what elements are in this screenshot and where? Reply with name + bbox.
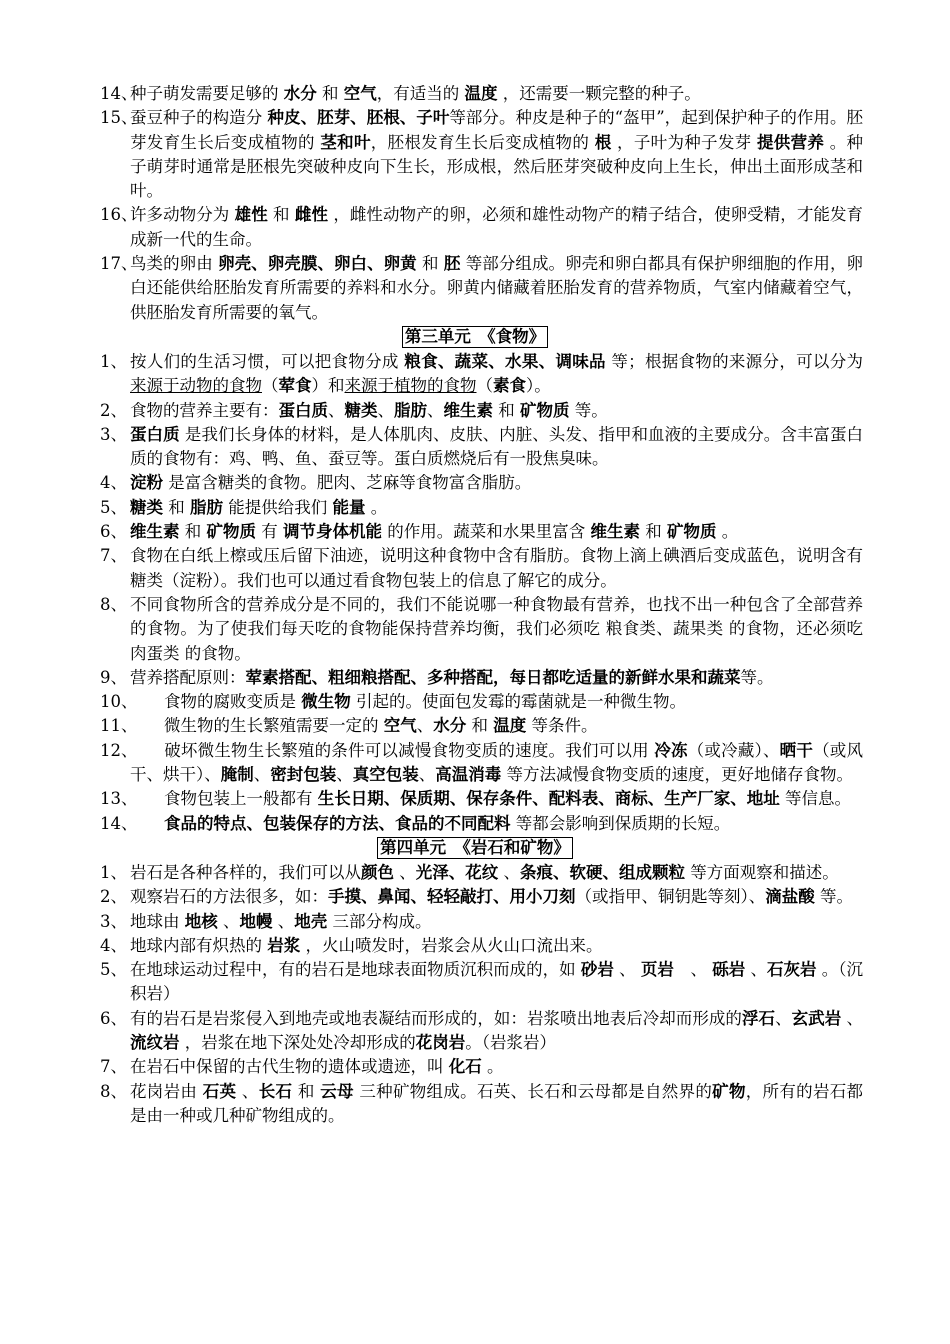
item-text: 不同食物所含的营养成分是不同的，我们不能说哪一种食物最有营养，也找不出一种包含了全部营养的食物。为了使我们每天吃的食物能保持营养均衡，我们必须吃 粮食类、蔬果类 的食物，还必须吃 肉蛋类 的食物。 xyxy=(130,594,863,663)
item-text: 等。 xyxy=(569,400,608,420)
list-item xyxy=(100,861,863,885)
underlined-text: 来源于植物的食物 xyxy=(344,376,477,396)
list-item xyxy=(100,399,863,423)
bold-term: 石灰岩 xyxy=(766,960,817,980)
bold-term: 糖类 xyxy=(344,400,378,420)
bold-term: 生长日期、保质期、保存条件、配料表、商标、生产厂家、地址 xyxy=(317,789,780,809)
item-text: ，所有的岩石都是由一种或几种矿物组成的。 xyxy=(130,1081,864,1125)
item-number: 5、 xyxy=(100,960,127,980)
bold-term: 粮食、蔬菜、水果、调味品 xyxy=(404,351,606,371)
item-number: 1、 xyxy=(100,351,127,371)
item-text: 鸟类的卵由 xyxy=(130,254,219,274)
list-item xyxy=(100,252,864,325)
bold-term: 空气 xyxy=(383,716,417,736)
bold-term: 糖类 xyxy=(130,497,163,517)
bold-term: 岩浆 xyxy=(267,935,301,955)
item-text: 三种矿物组成。石英、长石和云母都是自然界的 xyxy=(353,1081,713,1101)
item-text: 花岗岩由 xyxy=(130,1081,203,1101)
bold-term: 能量 xyxy=(332,497,366,517)
item-text: 是富含糖类的食物。肥肉、芝麻等食物富含脂肪。 xyxy=(163,473,532,493)
item-text: 有的岩石是岩浆侵入到地壳或地表凝结而形成的，如：岩浆喷出地表后冷却而形成的 xyxy=(130,1008,742,1028)
item-text: （或冷藏）、 xyxy=(687,740,780,760)
bold-term: 食品的特点、包装保存的方法、食品的不同配料 xyxy=(164,813,511,833)
list-item xyxy=(100,1080,864,1129)
bold-term: 玄武岩 xyxy=(791,1008,842,1028)
list-item xyxy=(100,496,863,520)
item-text: ，还需要一颗完整的种子。 xyxy=(497,84,701,103)
item-text: 观察岩石的方法很多，如： xyxy=(130,887,328,907)
item-number: 3、 xyxy=(100,424,127,444)
list-item xyxy=(100,106,864,203)
item-text: 和 xyxy=(640,522,667,542)
bold-term: 长石 xyxy=(258,1081,293,1101)
bold-term: 蛋白质 xyxy=(130,424,180,444)
list-item xyxy=(100,520,863,544)
list-item xyxy=(100,714,863,738)
bold-term: 条痕、软硬、组成颗粒 xyxy=(520,862,685,882)
bold-term: 脂肪 xyxy=(190,497,223,517)
item-text: 和 xyxy=(163,497,190,517)
item-text: 岩石是各种各样的，我们可以从 xyxy=(130,862,361,882)
item-number: 2、 xyxy=(100,400,127,420)
bold-term: 页岩 xyxy=(640,960,674,980)
item-text: 、 xyxy=(613,960,641,980)
bold-term: 矿物质 xyxy=(206,522,256,542)
document-page xyxy=(0,82,950,1128)
bold-term: 砾岩 xyxy=(712,960,746,980)
item-text: 等方法减慢食物变质的速度，更好地储存食物。 xyxy=(501,765,853,785)
bold-term: 晒干 xyxy=(779,740,814,760)
bold-term: 化石 xyxy=(448,1057,482,1077)
item-text: 等部分组成。卵壳和卵白都具有保护卵细胞的作用，卵白还能供给胚胎发育所需要的养料和水分。卵黄内储藏着胚胎发育的营养物质，气室内储藏着空气，供胚胎发育所需要的氧气。 xyxy=(130,254,864,322)
item-text: 的作用。蔬菜和水果里富含 xyxy=(382,522,591,542)
item-text: ）和 xyxy=(311,376,345,396)
list-item xyxy=(100,350,864,399)
list-item xyxy=(100,690,863,714)
bold-term: 卵壳、卵壳膜、卵白、卵黄 xyxy=(218,254,417,274)
list-item xyxy=(100,934,863,958)
item-text: 和 xyxy=(292,1081,321,1101)
bold-term: 茎和叶 xyxy=(320,132,371,152)
item-text: 、 xyxy=(236,1081,259,1101)
item-number: 12、 xyxy=(100,740,138,760)
item-text: 、 xyxy=(841,1008,864,1028)
item-text: 和 xyxy=(466,716,494,736)
list-item xyxy=(100,812,863,836)
list-item xyxy=(100,958,864,1007)
list-item xyxy=(100,544,863,593)
item-text: 蚕豆种子的构造分 xyxy=(130,108,268,128)
bold-term: 密封包装 xyxy=(270,765,337,785)
item-text: 在岩石中保留的古代生物的遗体或遗迹，叫 xyxy=(130,1057,449,1077)
bold-term: 维生素 xyxy=(130,522,180,542)
item-text: 引起的。使面包发霉的霉菌就是一种微生物。 xyxy=(350,692,686,712)
item-text: 许多动物分为 xyxy=(130,205,235,225)
bold-term: 雄性 xyxy=(234,205,268,225)
bold-term: 真空包装 xyxy=(352,765,419,785)
bold-term: 高温消毒 xyxy=(435,765,502,785)
bold-term: 水分 xyxy=(283,84,317,103)
bold-term: 提供营养 xyxy=(756,132,825,152)
item-number: 4、 xyxy=(100,473,127,493)
unit3-list xyxy=(0,350,950,836)
item-text: ，火山喷发时，岩浆会从火山口流出来。 xyxy=(300,935,603,955)
item-text: 地球由 xyxy=(130,911,185,931)
item-text: （ xyxy=(262,376,279,396)
item-number: 15、 xyxy=(100,108,138,128)
item-number: 6、 xyxy=(100,1008,127,1028)
item-number: 17、 xyxy=(100,254,138,274)
item-text: ，胚根发育生长后变成植物的 xyxy=(370,132,595,152)
item-text: ）。 xyxy=(526,376,551,396)
item-number: 7、 xyxy=(100,1057,127,1077)
item-text: 等条件。 xyxy=(526,716,598,736)
item-text: 等都会影响到保质期的长短。 xyxy=(510,813,731,833)
item-text: 、 xyxy=(253,765,271,785)
item-text: 微生物的生长繁殖需要一定的 xyxy=(164,716,384,736)
list-item xyxy=(100,471,863,495)
item-text: 食物在白纸上檫或压后留下油迹，说明这种食物中含有脂肪。食物上滴上碘酒后变成蓝色，说明含有糖类（淀粉）。我们也可以通过看食物包装上的信息了解它的成分。 xyxy=(130,546,863,590)
bold-term: 矿物质 xyxy=(667,522,717,542)
list-item xyxy=(100,1007,864,1056)
item-number: 10、 xyxy=(100,692,138,712)
item-number: 8、 xyxy=(100,1081,127,1101)
item-text: ，有适当的 xyxy=(376,84,465,103)
list-item xyxy=(100,885,863,909)
item-text: 食物的营养主要有： xyxy=(130,400,279,420)
bold-term: 种皮、胚芽、胚根、子叶 xyxy=(267,108,450,128)
item-text: 按人们的生活习惯，可以把食物分成 xyxy=(130,351,405,371)
list-item xyxy=(100,787,863,811)
bold-term: 脂肪 xyxy=(394,400,427,420)
bold-term: 颜色 xyxy=(361,862,394,882)
unit4-title: 第四单元 《岩石和矿物》 xyxy=(377,837,573,859)
unit3-heading xyxy=(0,325,950,350)
item-text: ，子叶为种子发芽 xyxy=(611,132,757,152)
item-text: 。（岩浆岩） xyxy=(465,1032,556,1052)
item-text: ，雌性动物产的卵，必须和雄性动物产的精子结合，使卵受精，才能发育成新一代的生命。 xyxy=(130,205,863,249)
list-item xyxy=(100,666,863,690)
item-text: 破坏微生物生长繁殖的条件可以减慢食物变质的速度。我们可以用 xyxy=(164,740,655,760)
item-number: 1、 xyxy=(100,862,127,882)
bold-term: 胚 xyxy=(443,254,461,274)
bold-term: 地核 xyxy=(184,911,218,931)
bold-term: 花岗岩 xyxy=(415,1032,466,1052)
bold-term: 调节身体机能 xyxy=(283,522,382,542)
bold-term: 素食 xyxy=(493,376,526,396)
bold-term: 维生素 xyxy=(590,522,640,542)
bold-term: 水分 xyxy=(433,716,467,736)
item-text: 营养搭配原则： xyxy=(130,667,246,687)
item-text: 。 xyxy=(716,522,739,542)
item-text: 等部分。种皮是种子的“盔甲”，起到保护种子的作用。胚芽发育生长后变成植物的 xyxy=(130,108,864,152)
item-text: 、 xyxy=(394,862,416,882)
underlined-text: 来源于动物的食物 xyxy=(130,376,262,396)
bold-term: 云母 xyxy=(320,1081,354,1101)
item-text: 。 xyxy=(365,497,388,517)
item-number: 5、 xyxy=(100,497,127,517)
item-text: 三部分构成。 xyxy=(327,911,432,931)
item-text: 等。 xyxy=(740,667,774,687)
bold-term: 蛋白质 xyxy=(278,400,328,420)
item-text: ，岩浆在地下深处处冷却形成的 xyxy=(179,1032,416,1052)
item-text: 和 xyxy=(316,84,344,103)
bold-term: 手摸、鼻闻、轻轻敲打、用小刀刻 xyxy=(328,887,576,907)
unit4-heading xyxy=(0,836,950,861)
item-text: （或指甲、铜钥匙等刻）、 xyxy=(575,887,766,907)
unit3-title: 第三单元 《食物》 xyxy=(402,326,548,348)
item-text: 和 xyxy=(179,522,207,542)
item-text: 。（沉积岩） xyxy=(130,960,864,1004)
bold-term: 淀粉 xyxy=(130,473,163,493)
bold-term: 空气 xyxy=(343,84,377,103)
item-number: 14、 xyxy=(100,84,138,103)
item-text: 、 xyxy=(775,1008,792,1028)
bold-term: 石英 xyxy=(202,1081,237,1101)
item-number: 8、 xyxy=(100,594,127,614)
item-number: 7、 xyxy=(100,546,127,566)
list-item xyxy=(100,203,863,252)
item-text: 有 xyxy=(256,522,283,542)
item-text: 和 xyxy=(267,205,295,225)
bold-term: 流纹岩 xyxy=(130,1032,180,1052)
bold-term: 矿物 xyxy=(712,1081,746,1101)
item-text: 、 xyxy=(377,400,394,420)
bold-term: 温度 xyxy=(464,84,498,103)
bold-term: 滴盐酸 xyxy=(765,887,815,907)
list-item xyxy=(100,1055,863,1079)
item-number: 14、 xyxy=(100,813,138,833)
item-text: 、 xyxy=(416,716,434,736)
item-text: 等。 xyxy=(814,887,853,907)
item-text: 、 xyxy=(418,765,436,785)
list-item xyxy=(100,82,863,106)
bold-term: 微生物 xyxy=(301,692,351,712)
item-text: 食物的腐败变质是 xyxy=(164,692,302,712)
item-text: 、 xyxy=(217,911,240,931)
item-number: 6、 xyxy=(100,522,127,542)
list-item xyxy=(100,593,863,666)
bold-term: 腌制 xyxy=(220,765,254,785)
item-number: 9、 xyxy=(100,667,127,687)
item-text: 食物包装上一般都有 xyxy=(164,789,318,809)
bold-term: 浮石 xyxy=(741,1008,776,1028)
item-text: 、 xyxy=(272,911,295,931)
bold-term: 温度 xyxy=(493,716,527,736)
unit4-list xyxy=(0,861,950,1128)
item-text: 和 xyxy=(493,400,520,420)
bold-term: 矿物质 xyxy=(520,400,570,420)
item-number: 3、 xyxy=(100,911,127,931)
item-text: （或风干、烘干）、 xyxy=(130,740,864,785)
item-text: 。 xyxy=(481,1057,504,1077)
item-text: 和 xyxy=(416,254,444,274)
item-text: 地球内部有炽热的 xyxy=(130,935,268,955)
bold-term: 根 xyxy=(594,132,612,152)
item-text: 。种子萌芽时通常是胚根先突破种皮向下生长，形成根，然后胚芽突破种皮向上生长，伸出土面形成茎和叶。 xyxy=(130,132,864,201)
bold-term: 荤食 xyxy=(278,376,312,396)
item-text: 在地球运动过程中，有的岩石是地球表面物质沉积而成的，如 xyxy=(130,960,581,980)
item-text: 、 xyxy=(336,765,353,785)
bold-term: 光泽、花纹 xyxy=(415,862,499,882)
item-text: 、 xyxy=(745,960,767,980)
item-number: 4、 xyxy=(100,935,127,955)
item-text: 、 xyxy=(498,862,520,882)
item-text: 、 xyxy=(673,960,713,980)
bold-term: 雌性 xyxy=(294,205,329,225)
bold-term: 维生素 xyxy=(443,400,493,420)
item-text: 、 xyxy=(427,400,444,420)
bold-term: 冷冻 xyxy=(654,740,688,760)
item-text: 是我们长身体的材料，是人体肌肉、皮肤、内脏、头发、指甲和血液的主要成分。含丰富蛋白质的食物有：鸡、鸭、鱼、蚕豆等。蛋白质燃烧后有一股焦臭味。 xyxy=(130,424,864,469)
item-text: 等；根据食物的来源分，可以分为 xyxy=(605,351,864,371)
item-text: 能提供给我们 xyxy=(223,497,333,517)
bold-term: 砂岩 xyxy=(580,960,614,980)
list-item xyxy=(100,739,864,788)
list-item xyxy=(100,910,863,934)
bold-term: 地幔 xyxy=(239,911,273,931)
item-text: 等方面观察和描述。 xyxy=(685,862,839,882)
item-text: 等信息。 xyxy=(779,789,851,809)
bold-term: 荤素搭配、粗细粮搭配、多种搭配，每日都吃适量的新鲜水果和蔬菜 xyxy=(245,667,741,687)
item-number: 13、 xyxy=(100,789,138,809)
item-number: 2、 xyxy=(100,887,127,907)
item-number: 16、 xyxy=(100,205,138,225)
item-text: （ xyxy=(476,376,493,396)
unit2-list xyxy=(0,82,950,325)
item-text: 种子萌发需要足够的 xyxy=(130,84,284,103)
list-item xyxy=(100,423,864,472)
item-text: 、 xyxy=(328,400,345,420)
bold-term: 地壳 xyxy=(294,911,328,931)
item-number: 11、 xyxy=(100,716,138,736)
